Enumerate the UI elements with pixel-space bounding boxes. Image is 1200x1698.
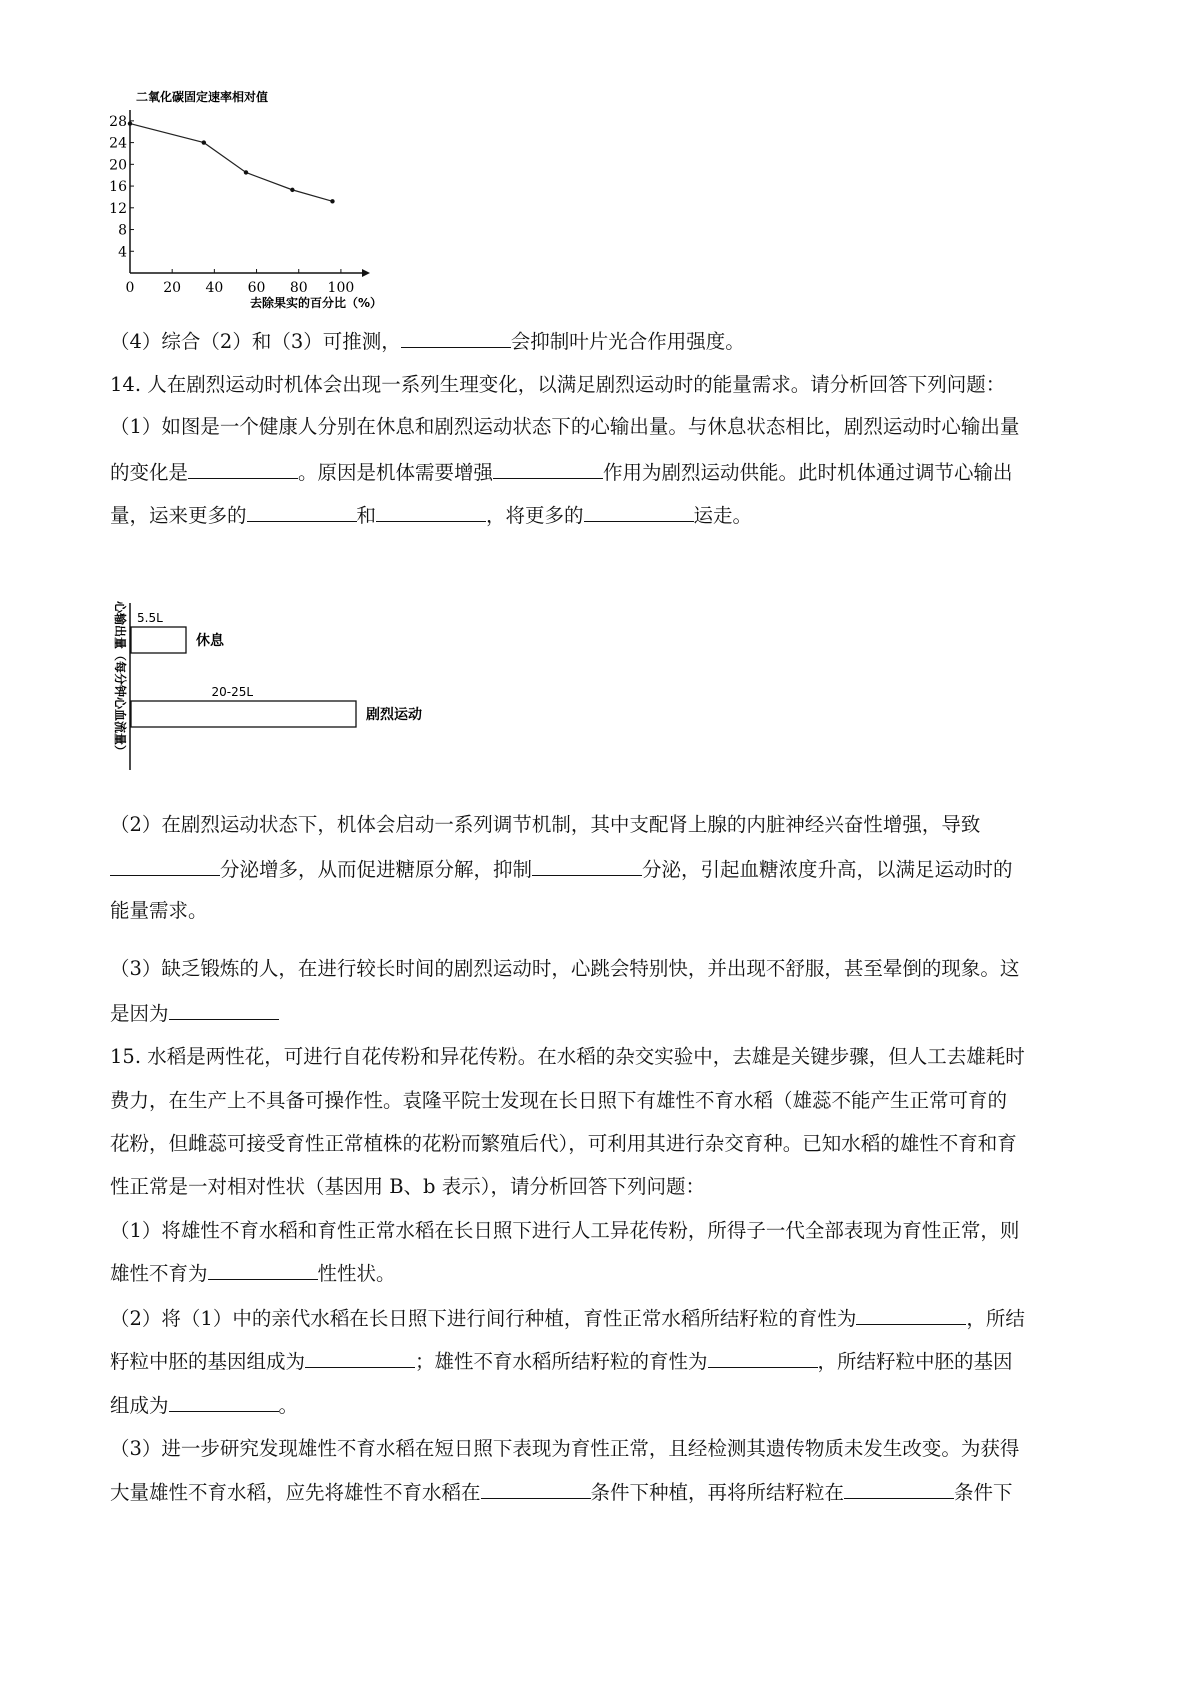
data-point <box>202 140 206 144</box>
text: ，将更多的 <box>486 504 584 527</box>
answer-blank[interactable] <box>110 857 220 876</box>
q13-p4-suffix: 会抑制叶片光合作用强度。 <box>510 330 745 353</box>
answer-blank[interactable] <box>188 460 298 479</box>
y-tick-label: 16 <box>109 179 127 196</box>
text: 量，运来更多的 <box>110 504 247 527</box>
bar-value-label: 5.5L <box>137 611 163 625</box>
x-tick-label: 20 <box>163 280 182 296</box>
text: 作用为剧烈运动供能。此时机体通过调节心输出 <box>603 461 1013 484</box>
q15-p3-line1: （3）进一步研究发现雄性不育水稻在短日照下表现为育性正常，且经检测其遗传物质未发生改变。为获得 <box>110 1437 1020 1460</box>
text: 。原因是机体需要增强 <box>298 461 494 484</box>
q14-p2-line2 <box>110 857 1013 882</box>
answer-blank[interactable] <box>169 1001 279 1020</box>
y-tick-label: 28 <box>109 113 127 130</box>
answer-blank[interactable] <box>532 857 642 876</box>
text: 雄性不育为 <box>110 1262 208 1285</box>
q14-p2-line3: 能量需求。 <box>110 899 208 922</box>
text: 。 <box>278 1394 299 1417</box>
text: 分泌，引起血糖浓度升高，以满足运动时的 <box>642 858 1013 881</box>
text: 组成为 <box>110 1394 169 1417</box>
x-tick-label: 60 <box>247 280 266 296</box>
answer-blank[interactable] <box>844 1480 954 1499</box>
q15-p2-line1 <box>110 1306 1025 1331</box>
q14-p1-line3 <box>110 503 752 528</box>
answer-blank[interactable] <box>376 503 486 522</box>
text: （2）将（1）中的亲代水稻在长日照下进行间行种植，育性正常水稻所结籽粒的育性为 <box>110 1307 857 1330</box>
answer-blank[interactable] <box>481 1480 591 1499</box>
q14-p2-line1: （2）在剧烈运动状态下，机体会启动一系列调节机制，其中支配肾上腺的内脏神经兴奋性增强，导致 <box>110 813 981 836</box>
bar-category-label: 休息 <box>196 633 224 649</box>
q14-p3-line1: （3）缺乏锻炼的人，在进行较长时间的剧烈运动时，心跳会特别快，并出现不舒服，甚至晕倒的现象。这 <box>110 957 1020 980</box>
answer-blank[interactable] <box>708 1349 818 1368</box>
chart2-y-label: 心输出量（每分钟心血流量） <box>113 601 127 758</box>
q14-intro: 14. 人在剧烈运动时机体会出现一系列生理变化，以满足剧烈运动时的能量需求。请分析回答下列问题： <box>110 373 1006 396</box>
text: ；雄性不育水稻所结籽粒的育性为 <box>415 1350 708 1373</box>
text: 大量雄性不育水稻，应先将雄性不育水稻在 <box>110 1481 481 1504</box>
q15-p2-line3 <box>110 1393 298 1418</box>
answer-blank[interactable] <box>208 1261 318 1280</box>
x-tick-label: 100 <box>327 280 355 296</box>
text: 条件下种植，再将所结籽粒在 <box>590 1481 845 1504</box>
q15-line2: 费力，在生产上不具备可操作性。袁隆平院士发现在长日照下有雄性不育水稻（雄蕊不能产生正常可育的 <box>110 1089 1008 1112</box>
q15-line3: 花粉，但雌蕊可接受育性正常植株的花粉而繁殖后代），可利用其进行杂交育种。已知水稻的雄性不育和育 <box>110 1132 1017 1155</box>
chart1-series-line <box>130 124 332 202</box>
text: 分泌增多，从而促进糖原分解，抑制 <box>220 858 533 881</box>
q14-p1-line1: （1）如图是一个健康人分别在休息和剧烈运动状态下的心输出量。与休息状态相比，剧烈运动时心输出量 <box>110 415 1020 438</box>
q14-p1-line2 <box>110 460 1013 485</box>
chart1-x-arrow <box>362 269 370 277</box>
answer-blank[interactable] <box>856 1306 966 1325</box>
y-tick-label: 12 <box>109 200 127 217</box>
text: 条件下 <box>954 1481 1013 1504</box>
co2-fixation-line-chart <box>100 85 420 345</box>
q15-p3-line2 <box>110 1480 1013 1505</box>
x-tick-label: 40 <box>205 280 224 296</box>
q15-p1-line2 <box>110 1261 396 1286</box>
answer-blank[interactable] <box>305 1349 415 1368</box>
bar <box>131 701 356 727</box>
text: 运走。 <box>693 504 753 527</box>
q13-part4 <box>110 329 745 354</box>
data-point <box>128 121 132 125</box>
text: 性性状。 <box>317 1262 396 1285</box>
answer-blank[interactable] <box>584 503 694 522</box>
bar-value-label: 20-25L <box>211 685 254 699</box>
text: ，所结籽粒中胚的基因 <box>817 1350 1013 1373</box>
answer-blank[interactable] <box>493 460 603 479</box>
data-point <box>290 188 294 192</box>
bar <box>131 627 186 653</box>
q13-p4-prefix: （4）综合（2）和（3）可推测， <box>110 330 401 353</box>
x-tick-label: 0 <box>125 280 135 296</box>
q15-line1: 15. 水稻是两性花，可进行自花传粉和异花传粉。在水稻的杂交实验中，去雄是关键步骤，但人工去雄耗时 <box>110 1045 1025 1068</box>
y-tick-label: 4 <box>118 244 127 261</box>
text: 和 <box>356 504 377 527</box>
text: 的变化是 <box>110 461 189 484</box>
q15-p1-line1: （1）将雄性不育水稻和育性正常水稻在长日照下进行人工异花传粉，所得子一代全部表现为育性正常，则 <box>110 1219 1020 1242</box>
y-tick-label: 8 <box>118 222 127 239</box>
q15-line4: 性正常是一对相对性状（基因用 B、b 表示），请分析回答下列问题： <box>110 1175 705 1198</box>
text: 籽粒中胚的基因组成为 <box>110 1350 306 1373</box>
answer-blank[interactable] <box>169 1393 279 1412</box>
chart1-title: 二氧化碳固定速率相对值 <box>136 90 269 104</box>
y-tick-label: 24 <box>109 135 127 152</box>
text: ，所结 <box>966 1307 1025 1330</box>
data-point <box>244 170 248 174</box>
bar-category-label: 剧烈运动 <box>366 707 422 723</box>
x-tick-label: 80 <box>289 280 308 296</box>
cardiac-output-bar-chart <box>110 595 430 775</box>
answer-blank[interactable] <box>247 503 357 522</box>
y-tick-label: 20 <box>109 157 127 174</box>
chart1-x-label: 去除果实的百分比（%） <box>250 296 383 310</box>
q14-p3-line2 <box>110 1001 279 1026</box>
answer-blank[interactable] <box>401 329 511 348</box>
data-point <box>330 199 334 203</box>
text: 是因为 <box>110 1002 169 1025</box>
q15-p2-line2 <box>110 1349 1013 1374</box>
